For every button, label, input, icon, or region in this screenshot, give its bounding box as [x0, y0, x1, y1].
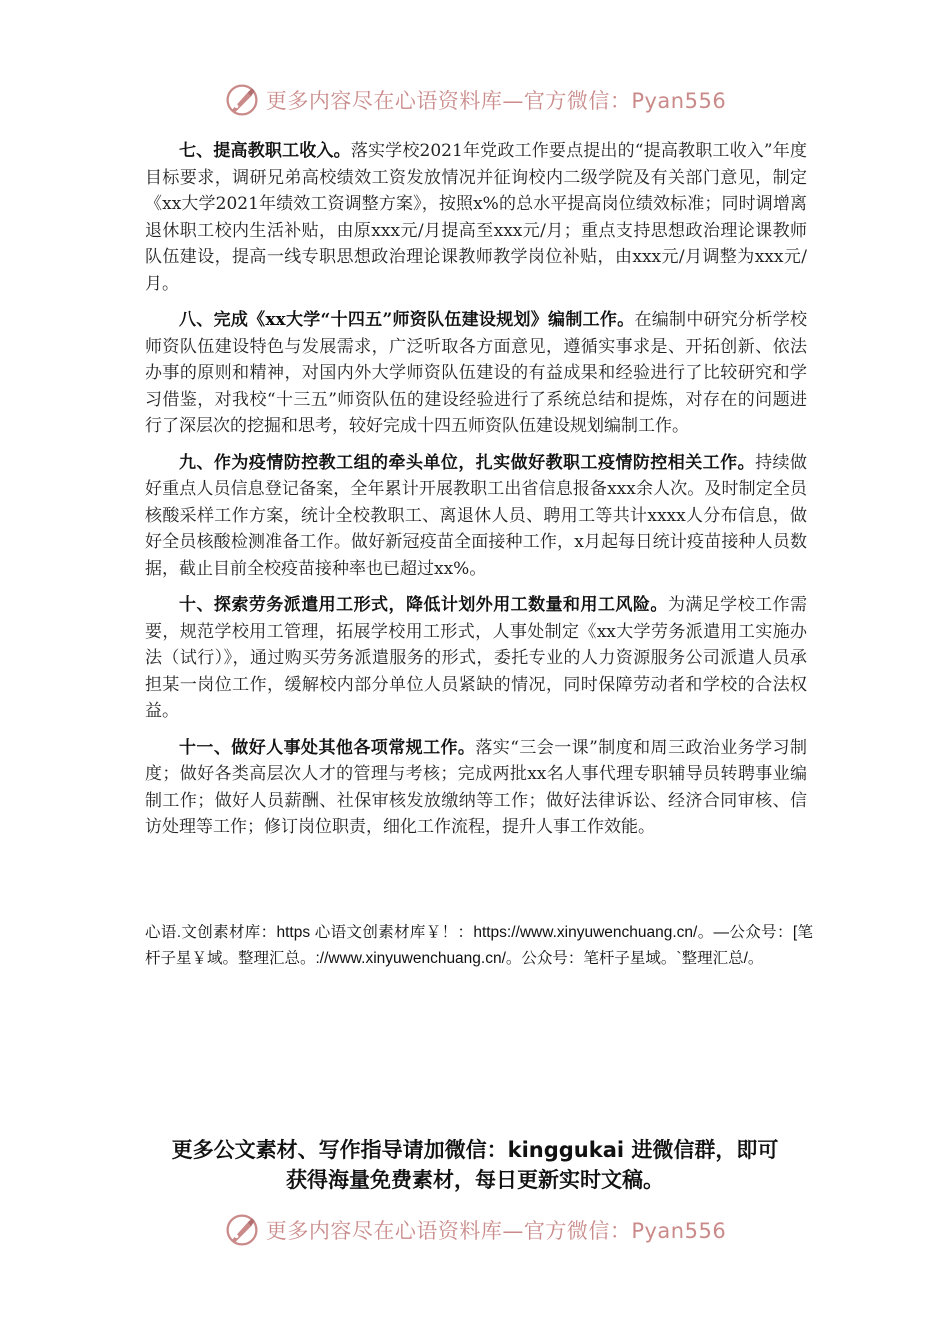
paragraph-text: 落实“三会一课”制度和周三政治业务学习制度；做好各类高层次人才的管理与考核；完成两批xx名人事代理专职辅导员转聘事业编制工作；做好人员薪酬、社保审核发放缴纳等工作；做好法律诉讼、经济合同审核、信访处理等工作；修订岗位职责，细化工作流程，提升人事工作效能。 — [145, 737, 807, 837]
promo-message — [95, 1135, 855, 1195]
pen-nib-logo-icon — [224, 82, 260, 118]
banner-text: 更多内容尽在心语资料库—官方微信：Pyan556 — [265, 89, 727, 113]
header-logo-banner — [225, 80, 725, 120]
paragraph-text: 落实学校2021年党政工作要点提出的“提高教职工收入”年度目标要求，调研兄弟高校绩效工资发放情况并征询校内二级学院及有关部门意见，制定《xx大学2021年绩效工资调整方案》，按照x%的总水平提高岗位绩效标准；同时调增离退休职工校内生活补贴，由原xxx元/月提高至xxx元/月；重点支持思想政治理论课教师队伍建设，提高一线专职思想政治理论课教师教学岗位补贴，由xxx元/月调整为xxx元/月。 — [145, 141, 807, 294]
footer-logo-banner — [225, 1210, 725, 1250]
promo-line-1: 更多公文素材、写作指导请加微信：kinggukai 进微信群，即可 — [171, 1138, 779, 1162]
paragraph-heading: 十一、做好人事处其他各项常规工作。 — [179, 737, 476, 758]
promo-line-2: 获得海量免费素材，每日更新实时文稿。 — [286, 1168, 664, 1192]
paragraph-heading: 九、作为疫情防控教工组的牵头单位，扎实做好教职工疫情防控相关工作。 — [179, 452, 756, 473]
source-note: 心语.文创素材库：https 心语文创素材库￥！：https://www.xinyuwenchuang.cn/。—公众号：[笔杆子星￥域。整理汇总。://www.xinyuwenchuang.cn/。公众号：笔杆子星域。`整理汇总/。 — [145, 924, 813, 967]
paragraph-heading: 七、提高教职工收入。 — [179, 141, 351, 161]
banner-text: 更多内容尽在心语资料库—官方微信：Pyan556 — [265, 1219, 727, 1243]
paragraph-9 — [145, 450, 807, 583]
pen-nib-logo-icon — [224, 1212, 260, 1248]
paragraph-11 — [145, 735, 807, 841]
paragraph-text: 为满足学校工作需要，规范学校用工管理，拓展学校用工形式，人事处制定《xx大学劳务派遣用工实施办法（试行）》，通过购买劳务派遣服务的形式，委托专业的人力资源服务公司派遣人员承担某一岗位工作，缓解校内部分单位人员紧缺的情况，同时保障劳动者和学校的合法权益。 — [145, 595, 808, 721]
paragraph-8 — [145, 307, 807, 440]
document-body — [145, 138, 807, 851]
paragraph-heading: 八、完成《xx大学“十四五”师资队伍建设规划》编制工作。 — [179, 310, 635, 330]
paragraph-7 — [145, 138, 807, 297]
paragraph-text: 在编制中研究分析学校师资队伍建设特色与发展需求，广泛听取各方面意见，遵循实事求是、开拓创新、依法办事的原则和精神，对国内外大学师资队伍建设的有益成果和经验进行了比较研究和学习借鉴，对我校“十三五”师资队伍的建设经验进行了系统总结和提炼，对存在的问题进行了深层次的挖掘和思考，较好完成十四五师资队伍建设规划编制工作。 — [145, 310, 808, 436]
paragraph-heading: 十、探索劳务派遣用工形式，降低计划外用工数量和用工风险。 — [179, 595, 668, 615]
paragraph-text: 持续做好重点人员信息登记备案，全年累计开展教职工出省信息报备xxx余人次。及时制定全员核酸采样工作方案，统计全校教职工、离退休人员、聘用工等共计xxxx人分布信息，做好全员核酸检测准备工作。做好新冠疫苗全面接种工作，x月起每日统计疫苗接种人员数据，截止目前全校疫苗接种率也已超过xx%。 — [145, 452, 808, 579]
paragraph-10 — [145, 592, 807, 725]
